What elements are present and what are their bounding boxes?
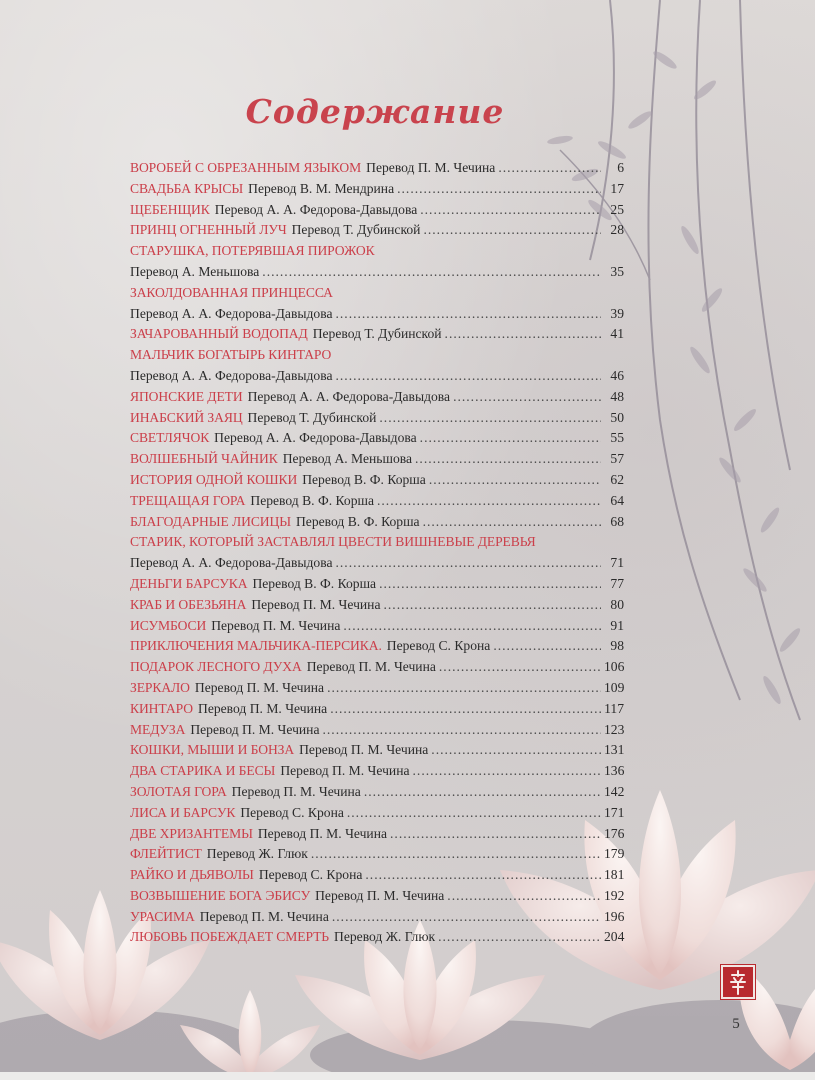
page-ref[interactable]: 6	[617, 160, 624, 175]
translator-credit: Перевод Т. Дубинской	[312, 326, 442, 342]
story-title[interactable]: ДЕНЬГИ БАРСУКА	[130, 575, 248, 591]
translator-credit: Перевод П. М. Чечина	[315, 887, 445, 903]
page-ref[interactable]: 176	[604, 825, 625, 841]
toc-entry-line	[130, 472, 624, 493]
translator-credit: Перевод А. А. Федорова-Давыдова	[130, 305, 333, 321]
dot-leader	[327, 680, 601, 696]
toc-entry-line	[130, 430, 624, 451]
page-ref[interactable]: 131	[604, 742, 625, 758]
toc-entry[interactable]	[130, 243, 624, 285]
page-ref[interactable]: 109	[604, 679, 625, 695]
story-title[interactable]: ИНАБСКИЙ ЗАЯЦ	[130, 409, 243, 425]
dot-leader	[431, 742, 601, 758]
toc-entry[interactable]	[130, 763, 624, 784]
page-title: Содержание	[245, 92, 505, 131]
page-ref[interactable]: 46	[610, 367, 624, 383]
toc-entry-title-line	[130, 243, 624, 264]
dot-leader	[420, 202, 601, 218]
story-title[interactable]: СТАРИК, КОТОРЫЙ ЗАСТАВЛЯЛ ЦВЕСТИ ВИШНЕВЫЕ ДЕРЕВЬЯ	[130, 534, 536, 550]
page-ref[interactable]: 142	[604, 783, 625, 799]
toc-entry[interactable]	[130, 472, 624, 493]
toc-entry[interactable]	[130, 347, 624, 389]
toc-entry[interactable]	[130, 888, 624, 909]
toc-entry-line	[130, 618, 624, 639]
dot-leader	[447, 888, 601, 904]
dot-leader	[413, 763, 601, 779]
page-ref[interactable]: 196	[604, 908, 625, 924]
page-ref[interactable]: 77	[610, 575, 624, 591]
toc-entry-line	[130, 846, 624, 867]
toc-entry-line	[130, 929, 624, 950]
toc-entry[interactable]	[130, 285, 624, 327]
story-title[interactable]: ИСТОРИЯ ОДНОЙ КОШКИ	[130, 471, 298, 487]
translator-credit: Перевод С. Крона	[386, 638, 491, 654]
story-title[interactable]: ЛЮБОВЬ ПОБЕЖДАЕТ СМЕРТЬ	[130, 929, 330, 945]
dot-leader	[415, 451, 601, 467]
toc-entry-line	[130, 222, 624, 243]
toc-entry[interactable]	[130, 929, 624, 950]
story-title[interactable]: ТРЕЩАЩАЯ ГОРА	[130, 492, 246, 508]
page-ref[interactable]: 204	[604, 929, 625, 945]
toc-entry-detail-line	[130, 264, 624, 285]
dot-leader	[262, 264, 601, 280]
toc-entry-detail-line	[130, 555, 624, 576]
toc-entry[interactable]	[130, 826, 624, 847]
toc-entry[interactable]	[130, 659, 624, 680]
dot-leader	[336, 368, 602, 384]
dot-leader	[439, 659, 601, 675]
translator-credit: Перевод П. М. Чечина	[251, 596, 381, 612]
translator-credit: Перевод П. М. Чечина	[280, 763, 410, 779]
toc-entry[interactable]	[130, 389, 624, 410]
page-ref[interactable]: 179	[604, 846, 625, 862]
dot-leader	[379, 576, 601, 592]
page-ref[interactable]: 41	[610, 326, 624, 342]
story-title[interactable]: ЗЕРКАЛО	[130, 679, 190, 695]
translator-credit: Перевод В. Ф. Корша	[252, 575, 377, 591]
toc-entry[interactable]	[130, 846, 624, 867]
toc-entry[interactable]	[130, 181, 624, 202]
translator-credit: Перевод А. А. Федорова-Давыдова	[130, 555, 333, 571]
page-number: 5	[732, 1016, 740, 1032]
dot-leader	[429, 472, 601, 488]
toc-entry[interactable]	[130, 909, 624, 930]
translator-credit: Перевод П. М. Чечина	[299, 742, 429, 758]
toc-entry-line	[130, 410, 624, 431]
toc-entry-line	[130, 326, 624, 347]
translator-credit: Перевод Т. Дубинской	[291, 222, 421, 238]
dot-leader	[438, 929, 601, 945]
toc-entry[interactable]	[130, 680, 624, 701]
translator-credit: Перевод П. М. Чечина	[199, 908, 329, 924]
translator-credit: Перевод Ж. Глюк	[206, 846, 308, 862]
toc-entry[interactable]	[130, 326, 624, 347]
toc-entry-line	[130, 389, 624, 410]
toc-entry[interactable]	[130, 618, 624, 639]
dot-leader	[453, 389, 601, 405]
page-ref[interactable]: 48	[610, 388, 624, 404]
story-title[interactable]: ДВЕ ХРИЗАНТЕМЫ	[130, 825, 253, 841]
toc-entry-detail-line	[130, 306, 624, 327]
story-title[interactable]: ПРИКЛЮЧЕНИЯ МАЛЬЧИКА-ПЕРСИКА.	[130, 638, 382, 654]
page-ref[interactable]: 62	[610, 471, 624, 487]
page-ref[interactable]: 28	[610, 222, 624, 238]
translator-credit: Перевод А. А. Федорова-Давыдова	[214, 430, 417, 446]
story-title[interactable]: ЛИСА И БАРСУК	[130, 804, 236, 820]
story-title[interactable]: ЗОЛОТАЯ ГОРА	[130, 783, 227, 799]
page-ref[interactable]: 136	[604, 763, 625, 779]
story-title[interactable]: РАЙКО И ДЬЯВОЛЫ	[130, 867, 254, 883]
toc-entry-line	[130, 784, 624, 805]
toc-entry[interactable]	[130, 160, 624, 181]
dot-leader	[336, 555, 602, 571]
translator-credit: Перевод А. Меньшова	[130, 263, 260, 279]
translator-credit: Перевод С. Крона	[240, 804, 344, 820]
toc-entry-line	[130, 909, 624, 930]
toc-entry[interactable]	[130, 722, 624, 743]
toc-entry-line	[130, 202, 624, 223]
page-ref[interactable]: 39	[610, 305, 624, 321]
toc-entry-title-line	[130, 534, 624, 555]
toc-entry-line	[130, 742, 624, 763]
story-title[interactable]: БЛАГОДАРНЫЕ ЛИСИЦЫ	[130, 513, 291, 529]
translator-credit: Перевод П. М. Чечина	[198, 700, 328, 716]
story-title[interactable]: ВОРОБЕЙ С ОБРЕЗАННЫМ ЯЗЫКОМ	[130, 160, 362, 175]
page-ref[interactable]: 106	[604, 659, 625, 675]
toc-entry[interactable]	[130, 701, 624, 722]
page-ref[interactable]: 55	[610, 430, 624, 446]
story-title[interactable]: КРАБ И ОБЕЗЬЯНА	[130, 596, 247, 612]
translator-credit: Перевод П. М. Чечина	[366, 160, 496, 175]
story-title[interactable]: ИСУМБОСИ	[130, 617, 207, 633]
translator-credit: Перевод П. М. Чечина	[194, 679, 325, 695]
toc-entry[interactable]	[130, 430, 624, 451]
translator-credit: Перевод В. М. Мендрина	[248, 180, 395, 196]
toc-entry[interactable]	[130, 493, 624, 514]
story-title[interactable]: МАЛЬЧИК БОГАТЫРЬ КИНТАРО	[130, 347, 332, 363]
toc-entry-detail-line	[130, 368, 624, 389]
translator-credit: Перевод Т. Дубинской	[247, 409, 377, 425]
story-title[interactable]: ЗАЧАРОВАННЫЙ ВОДОПАД	[130, 326, 308, 342]
dot-leader	[364, 784, 601, 800]
toc-entry-line	[130, 888, 624, 909]
toc-entry[interactable]	[130, 202, 624, 223]
story-title[interactable]: УРАСИМА	[130, 908, 195, 924]
seal-glyph	[723, 967, 753, 997]
toc-entry-line	[130, 680, 624, 701]
toc-entry[interactable]	[130, 410, 624, 431]
dot-leader	[336, 306, 602, 322]
toc-entry[interactable]	[130, 222, 624, 243]
dot-leader	[377, 493, 601, 509]
toc-entry[interactable]	[130, 514, 624, 535]
story-title[interactable]: ФЛЕЙТИСТ	[130, 846, 202, 862]
toc-entry-line	[130, 576, 624, 597]
translator-credit: Перевод А. Меньшова	[282, 451, 413, 467]
dot-leader	[323, 722, 602, 738]
translator-credit: Перевод В. Ф. Корша	[302, 471, 426, 487]
toc-entry[interactable]	[130, 867, 624, 888]
dot-leader	[420, 430, 601, 446]
page-ref[interactable]: 68	[610, 513, 624, 529]
story-title[interactable]: ВОЛШЕБНЫЙ ЧАЙНИК	[130, 451, 278, 467]
dot-leader	[445, 326, 601, 342]
page-ref[interactable]: 192	[604, 887, 625, 903]
page-ref[interactable]: 91	[610, 617, 624, 633]
toc-entry[interactable]	[130, 742, 624, 763]
toc-entry-line	[130, 722, 624, 743]
story-title[interactable]: ВОЗВЫШЕНИЕ БОГА ЭБИСУ	[130, 887, 311, 903]
toc-entry-line	[130, 826, 624, 847]
page-edge	[0, 1072, 815, 1080]
toc-entry[interactable]	[130, 784, 624, 805]
dot-leader	[330, 701, 601, 717]
translator-credit: Перевод П. М. Чечина	[211, 617, 341, 633]
dot-leader	[332, 909, 601, 925]
translator-credit: Перевод Ж. Глюк	[334, 929, 436, 945]
story-title[interactable]: КИНТАРО	[130, 700, 193, 716]
dot-leader	[397, 181, 601, 197]
dot-leader	[423, 222, 601, 238]
story-title[interactable]: ПОДАРОК ЛЕСНОГО ДУХА	[130, 659, 302, 675]
page-ref[interactable]: 57	[610, 451, 624, 467]
toc-entry-line	[130, 514, 624, 535]
toc-entry[interactable]	[130, 451, 624, 472]
toc-entry-line	[130, 160, 624, 181]
page-ref[interactable]: 171	[604, 804, 625, 820]
story-title[interactable]: СВЕТЛЯЧОК	[130, 430, 210, 446]
page-ref[interactable]: 17	[610, 180, 624, 196]
page-ref[interactable]: 98	[610, 638, 624, 654]
story-title[interactable]: ПРИНЦ ОГНЕННЫЙ ЛУЧ	[130, 222, 287, 238]
page-ref[interactable]: 80	[610, 596, 624, 612]
toc-entry-line	[130, 493, 624, 514]
story-title[interactable]: ЯПОНСКИЕ ДЕТИ	[130, 388, 243, 404]
toc-entry-title-line	[130, 347, 624, 368]
dot-leader	[365, 867, 601, 883]
toc-entry-line	[130, 638, 624, 659]
translator-credit: Перевод П. М. Чечина	[190, 721, 320, 737]
toc-entry-line	[130, 181, 624, 202]
toc-entry[interactable]	[130, 534, 624, 576]
story-title[interactable]: СТАРУШКА, ПОТЕРЯВШАЯ ПИРОЖОК	[130, 243, 375, 259]
page-ref[interactable]: 25	[610, 201, 624, 217]
toc-entry-line	[130, 763, 624, 784]
translator-credit: Перевод А. А. Федорова-Давыдова	[214, 201, 418, 217]
toc-entry-line	[130, 867, 624, 888]
toc-entry[interactable]	[130, 576, 624, 597]
dot-leader	[423, 514, 601, 530]
toc-entry-line	[130, 597, 624, 618]
table-of-contents	[130, 160, 624, 950]
story-title[interactable]: ЗАКОЛДОВАННАЯ ПРИНЦЕССА	[130, 284, 333, 300]
toc-entry-title-line	[130, 285, 624, 306]
seal-icon	[721, 965, 755, 999]
translator-credit: Перевод А. А. Федорова-Давыдова	[247, 388, 451, 404]
page-ref[interactable]: 50	[610, 409, 624, 425]
story-title[interactable]: ДВА СТАРИКА И БЕСЫ	[130, 763, 276, 779]
toc-entry-line	[130, 701, 624, 722]
toc-entry[interactable]	[130, 638, 624, 659]
page-ref[interactable]: 71	[610, 555, 624, 571]
page-ref[interactable]: 117	[604, 700, 624, 716]
toc-entry-line	[130, 451, 624, 472]
page-ref[interactable]: 123	[604, 721, 625, 737]
dot-leader	[390, 826, 601, 842]
dot-leader	[343, 618, 601, 634]
dot-leader	[347, 805, 601, 821]
toc-entry[interactable]	[130, 597, 624, 618]
page-ref[interactable]: 64	[610, 492, 624, 508]
page-ref[interactable]: 35	[610, 263, 624, 279]
toc-entry[interactable]	[130, 805, 624, 826]
story-title[interactable]: ЩЕБЕНЩИК	[130, 201, 210, 217]
story-title[interactable]: МЕДУЗА	[130, 721, 186, 737]
translator-credit: Перевод П. М. Чечина	[231, 783, 361, 799]
story-title[interactable]: СВАДЬБА КРЫСЫ	[130, 180, 244, 196]
translator-credit: Перевод П. М. Чечина	[306, 659, 436, 675]
translator-credit: Перевод А. А. Федорова-Давыдова	[130, 367, 333, 383]
translator-credit: Перевод С. Крона	[258, 867, 363, 883]
toc-entry-line	[130, 659, 624, 680]
translator-credit: Перевод П. М. Чечина	[257, 825, 388, 841]
story-title[interactable]: КОШКИ, МЫШИ И БОНЗА	[130, 742, 295, 758]
dot-leader	[311, 846, 601, 862]
dot-leader	[493, 638, 601, 654]
toc-entry-line	[130, 805, 624, 826]
dot-leader	[379, 410, 601, 426]
page-ref[interactable]: 181	[604, 867, 625, 883]
translator-credit: Перевод В. Ф. Корша	[250, 492, 374, 508]
translator-credit: Перевод В. Ф. Корша	[295, 513, 420, 529]
dot-leader	[498, 160, 601, 176]
dot-leader	[384, 597, 602, 613]
